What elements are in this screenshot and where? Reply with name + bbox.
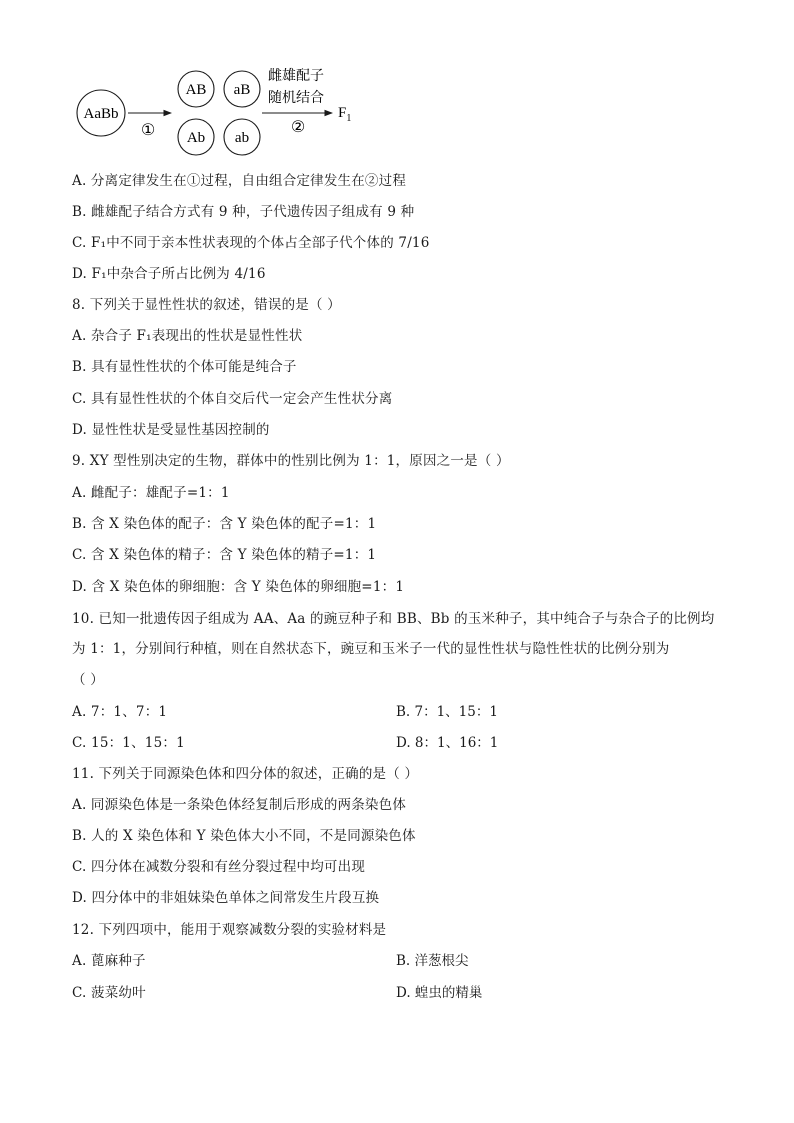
q8-option-b: B. 具有显性性状的个体可能是纯合子: [72, 359, 297, 375]
q7-option-b: B. 雌雄配子结合方式有 9 种，子代遗传因子组成有 9 种: [72, 204, 415, 220]
q10-option-a: A. 7：1、7：1: [72, 704, 168, 720]
parent-label: AaBb: [83, 106, 119, 122]
q8-option-d: D. 显性性状是受显性基因控制的: [72, 422, 270, 438]
q12-stem: 12. 下列四项中，能用于观察减数分裂的实验材料是: [72, 922, 387, 938]
q7-option-c: C. F₁中不同于亲本性状表现的个体占全部子代个体的 7/16: [72, 235, 430, 251]
q8-stem: 8. 下列关于显性性状的叙述，错误的是（ ）: [72, 297, 341, 313]
q8-option-c: C. 具有显性性状的个体自交后代一定会产生性状分离: [72, 391, 393, 407]
q9-option-c: C. 含 X 染色体的精子：含 Y 染色体的精子=1：1: [72, 547, 377, 563]
arrow2-label-line2: 随机结合: [268, 90, 324, 106]
q11-option-d: D. 四分体中的非姐妹染色单体之间常发生片段互换: [72, 890, 380, 906]
q8-option-a: A. 杂合子 F₁表现出的性状是显性性状: [72, 328, 303, 344]
q9-option-b: B. 含 X 染色体的配子：含 Y 染色体的配子=1：1: [72, 516, 377, 532]
meiosis-diagram: [70, 62, 370, 162]
q12-option-b: B. 洋葱根尖: [396, 953, 469, 969]
q10-option-d: D. 8：1、16：1: [396, 735, 499, 751]
q10-stem-line2: 为 1：1，分别间行种植，则在自然状态下，豌豆和玉米子一代的显性性状与隐性性状的比例分别为: [72, 641, 670, 657]
q10-stem-line1: 10. 已知一批遗传因子组成为 AA、Aa 的豌豆种子和 BB、Bb 的玉米种子，其中纯合子与杂合子的比例均: [72, 611, 715, 627]
result-subscript: 1: [346, 113, 352, 124]
result-label: [338, 105, 351, 124]
q10-stem-line3: （ ）: [72, 672, 104, 688]
q12-option-a: A. 蓖麻种子: [72, 953, 146, 969]
gamete-label-ab: ab: [234, 130, 250, 146]
q11-option-b: B. 人的 X 染色体和 Y 染色体大小不同，不是同源染色体: [72, 828, 416, 844]
q12-option-d: D. 蝗虫的精巢: [396, 985, 483, 1001]
step1-label: ①: [140, 120, 156, 139]
q11-stem: 11. 下列关于同源染色体和四分体的叙述，正确的是（ ）: [72, 766, 419, 782]
q9-stem: 9. XY 型性别决定的生物，群体中的性别比例为 1：1，原因之一是（ ）: [72, 453, 510, 469]
result-letter: F: [338, 105, 347, 121]
q9-option-d: D. 含 X 染色体的卵细胞：含 Y 染色体的卵细胞=1：1: [72, 579, 405, 595]
gamete-label-Ab: Ab: [186, 130, 206, 146]
q11-option-c: C. 四分体在减数分裂和有丝分裂过程中均可出现: [72, 859, 366, 875]
step2-label: ②: [290, 117, 306, 136]
q7-option-d: D. F₁中杂合子所占比例为 4/16: [72, 266, 266, 282]
arrow2-label-line1: 雌雄配子: [268, 68, 324, 84]
q9-option-a: A. 雌配子：雄配子=1：1: [72, 485, 230, 501]
q10-option-c: C. 15：1、15：1: [72, 735, 185, 751]
q12-option-c: C. 菠菜幼叶: [72, 985, 146, 1001]
q7-option-a: A. 分离定律发生在①过程，自由组合定律发生在②过程: [72, 173, 407, 189]
q11-option-a: A. 同源染色体是一条染色体经复制后形成的两条染色体: [72, 797, 407, 813]
gamete-label-AB: AB: [185, 82, 207, 98]
q10-option-b: B. 7：1、15：1: [396, 704, 498, 720]
gamete-label-aB: aB: [233, 82, 251, 98]
